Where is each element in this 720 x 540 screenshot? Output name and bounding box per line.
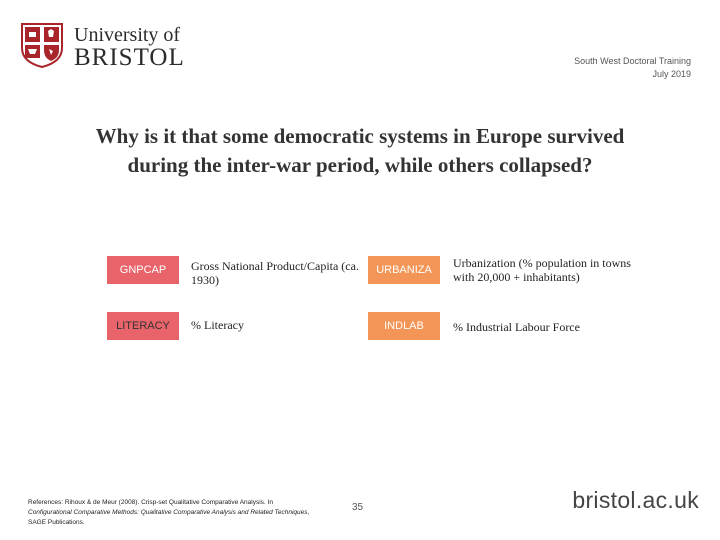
references-prefix: References: Rihoux & de Meur (2008). Crisp-set Qualitative Comparative Analysis. In: [28, 499, 273, 506]
logo-text-line1: University of: [74, 24, 181, 46]
condition-desc-indlab: % Industrial Labour Force: [453, 320, 580, 334]
university-logo: [20, 22, 185, 71]
condition-tag-gnpcap: GNPCAP: [107, 256, 179, 284]
header-info: [574, 55, 691, 81]
crest-icon: [20, 22, 64, 68]
slide-title: Why is it that some democratic systems in Europe survived during the inter-war period, while others collapsed?: [95, 124, 625, 177]
condition-tag-literacy: LITERACY: [107, 312, 179, 340]
page-number: 35: [352, 502, 364, 513]
condition-desc-literacy: % Literacy: [191, 318, 244, 332]
references: [28, 498, 318, 528]
site-url: bristol.ac.uk: [572, 487, 699, 513]
date: July 2019: [652, 69, 691, 79]
org-name: South West Doctoral Training: [574, 56, 691, 66]
logo-text-line2: BRISTOL: [74, 44, 185, 71]
references-suffix: , SAGE Publications.: [28, 509, 310, 526]
condition-tag-urbaniza: URBANIZA: [368, 256, 440, 284]
condition-desc-urbaniza: Urbanization (% population in towns with 20,000 + inhabitants): [453, 256, 631, 284]
condition-desc-gnpcap: Gross National Product/Capita (ca. 1930): [191, 259, 359, 287]
references-book-title: Configurational Comparative Methods: Qualitative Comparative Analysis and Related Techniques: [28, 509, 308, 516]
condition-tag-indlab: INDLAB: [368, 312, 440, 340]
